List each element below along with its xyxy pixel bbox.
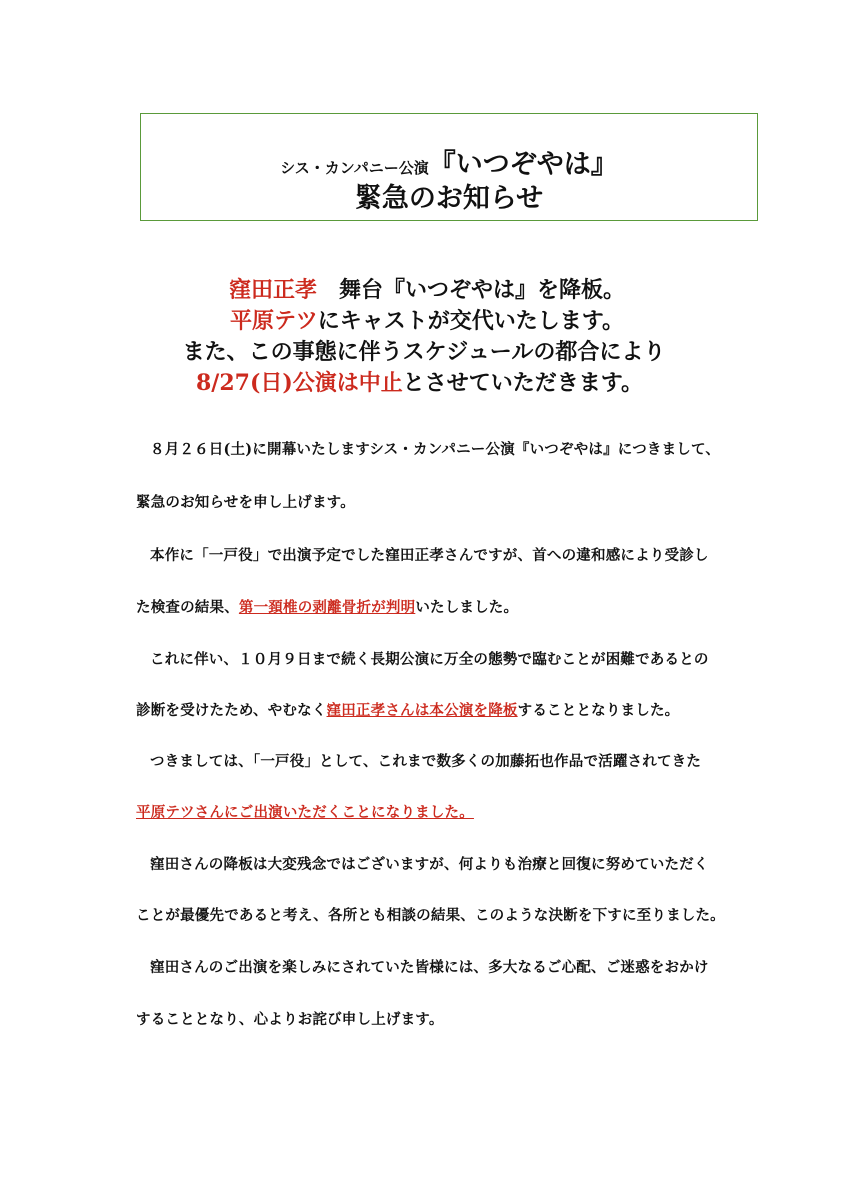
highlight-withdrawal: 窪田正孝さんは本公演を降板 <box>326 702 518 719</box>
body-text: 診断を受けたため、やむなく <box>136 702 327 719</box>
body-line: つきましては、「一戸役」として、これまで数多くの加藤拓也作品で活躍されてきた <box>150 753 702 770</box>
highlight-replacement: 平原テツさんにご出演いただくことになりました。 <box>136 804 474 821</box>
body-line: ことが最優先であると考え、各所とも相談の結果、このような決断を下すに至りました。 <box>136 907 725 924</box>
body-text: た検査の結果、 <box>136 599 239 616</box>
body-line: 窪田さんの降板は大変残念ではございますが、何よりも治療と回復に努めていただく <box>150 856 709 873</box>
headline-line-3: また、この事態に伴うスケジュールの都合により <box>182 339 666 365</box>
title-box <box>140 113 758 221</box>
body-line <box>136 803 474 823</box>
headline-text: にキャストが交代いたします。 <box>317 308 625 334</box>
body-line: これに伴い、１０月９日まで続く長期公演に万全の態勢で臨むことが困難であるとの <box>150 651 709 668</box>
body-line: 緊急のお知らせを申し上げます。 <box>136 494 355 511</box>
body-line: 本作に「一戸役」で出演予定でした窪田正孝さんですが、首への違和感により受診し <box>150 547 709 564</box>
body-line <box>136 598 518 618</box>
body-line: ８月２６日(土)に開幕いたしますシス・カンパニー公演『いつぞやは』につきまして、 <box>150 441 721 458</box>
headline-line-1 <box>0 275 848 305</box>
body-text: することとなりました。 <box>517 702 680 719</box>
body-line <box>136 701 679 721</box>
body-line: することとなり、心よりお詫び申し上げます。 <box>136 1011 444 1028</box>
notice-subtitle: 緊急のお知らせ <box>354 183 544 214</box>
body-line: 窪田さんのご出演を楽しみにされていた皆様には、多大なるご心配、ご迷惑をおかけ <box>150 959 709 976</box>
title-prefix: シス・カンパニー公演 <box>280 159 429 177</box>
headline-line-2 <box>0 306 848 336</box>
headline-name-hirahara: 平原テツ <box>229 308 318 334</box>
play-title: 『いつぞやは』 <box>428 149 618 180</box>
highlight-diagnosis: 第一頚椎の剥離骨折が判明 <box>238 599 416 616</box>
body-text: いたしました。 <box>415 599 519 616</box>
headline-text: 舞台『いつぞやは』を降板。 <box>317 277 626 303</box>
headline-cancellation: 8/27(日)公演は中止 <box>196 370 403 396</box>
headline-text: とさせていただきます。 <box>402 370 644 396</box>
headline-line-4 <box>196 368 796 398</box>
headline-name-kubota: 窪田正孝 <box>228 277 317 303</box>
